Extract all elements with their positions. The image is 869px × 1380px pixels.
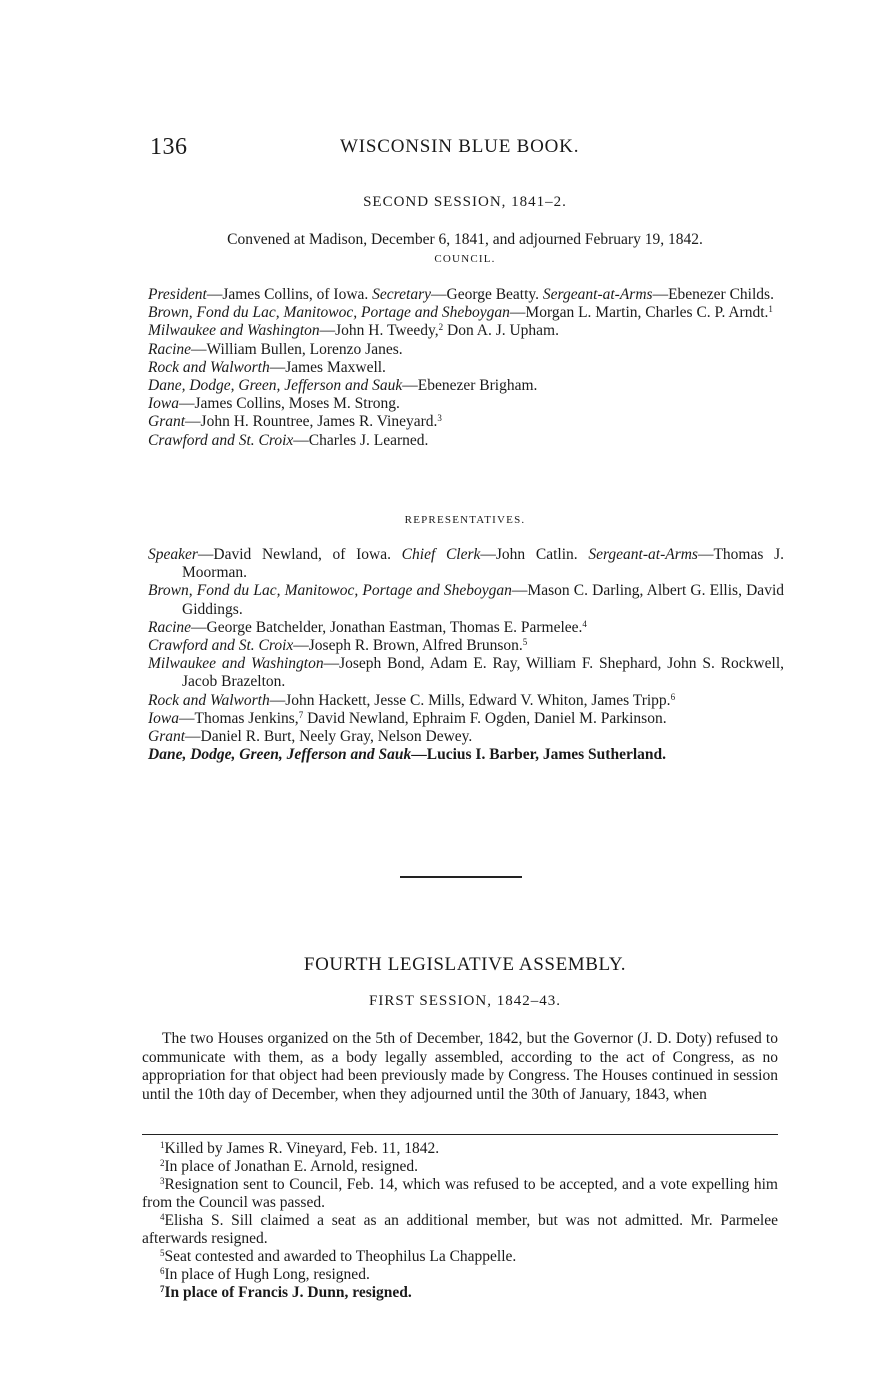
footnote-ref: 7 [298, 709, 304, 720]
roster-entry [148, 637, 784, 655]
office-holder: —George Beatty. [431, 286, 543, 303]
office-label: Sergeant-at-Arms [588, 546, 698, 563]
footnote-ref: 5 [522, 637, 528, 648]
council-roster [148, 286, 784, 450]
district-name: Dane, Dodge, Green, Jefferson and Sauk [148, 746, 412, 764]
footnote-text: In place of Francis J. Dunn, resigned. [164, 1284, 412, 1301]
footnote-ref: 6 [670, 691, 676, 702]
members-list: —Daniel R. Burt, Neely Gray, Nelson Dewey. [185, 728, 473, 746]
members-list: —John H. Tweedy, [319, 322, 439, 340]
members-list: —James Collins, Moses M. Strong. [179, 395, 400, 413]
section-divider [400, 876, 522, 878]
members-list: —Lucius I. Barber, James Sutherland. [411, 746, 667, 764]
members-list: —William Bullen, Lorenzo Janes. [191, 340, 403, 358]
roster-entry [148, 341, 784, 359]
district-name: Brown, Fond du Lac, Manitowoc, Portage and Sheboygan [148, 582, 512, 600]
footnote [142, 1284, 778, 1302]
members-list: —Ebenezer Brigham. [402, 377, 538, 395]
convened-line: Convened at Madison, December 6, 1841, and adjourned February 19, 1842. [227, 231, 703, 248]
members-list: —Charles J. Learned. [293, 431, 429, 449]
representatives-roster [148, 546, 784, 764]
footnote [142, 1248, 778, 1266]
district-name: Rock and Walworth [148, 358, 270, 376]
district-name: Grant [148, 728, 186, 746]
footnote-ref: 1 [768, 304, 773, 315]
office-label: President [148, 286, 207, 303]
footnote [142, 1158, 778, 1176]
second-session-title: SECOND SESSION, 1841–2. [363, 194, 567, 210]
roster-entry [148, 582, 784, 618]
running-title: WISCONSIN BLUE BOOK. [340, 136, 580, 157]
roster-entry [148, 728, 784, 746]
district-name: Milwaukee and Washington [148, 322, 320, 340]
footnote-text: Elisha S. Sill claimed a seat as an additional member, but was not admitted. Mr. Parmelee afterwards resigned. [142, 1212, 778, 1247]
footnote-mark: 4 [160, 1212, 165, 1222]
footnote-mark: 3 [160, 1176, 165, 1186]
footnote-mark: 1 [160, 1140, 165, 1150]
district-name: Racine [148, 340, 192, 358]
members-list: —Thomas Jenkins, [179, 709, 299, 727]
district-name: Iowa [148, 395, 179, 413]
office-holder: —David Newland, of Iowa. [197, 546, 402, 563]
roster-entry [148, 304, 784, 322]
district-name: Milwaukee and Washington [148, 655, 324, 673]
members-list: —Morgan L. Martin, Charles C. P. Arndt. [509, 304, 769, 322]
footnote [142, 1176, 778, 1212]
members-list: —Joseph Bond, Adam E. Ray, William F. Shephard, John S. Rockwell, Jacob Brazelton. [182, 655, 784, 691]
fourth-assembly-title: FOURTH LEGISLATIVE ASSEMBLY. [303, 954, 627, 975]
footnote-mark: 2 [160, 1158, 165, 1168]
footnote-ref: 4 [582, 618, 587, 629]
office-label: Sergeant-at-Arms [542, 286, 653, 303]
footnote-mark: 6 [160, 1266, 165, 1276]
district-name: Brown, Fond du Lac, Manitowoc, Portage and Sheboygan [148, 304, 510, 322]
members-list: —Mason C. Darling, Albert G. Ellis, David Giddings. [182, 582, 784, 618]
office-holder: —Thomas J. Moorman. [182, 546, 785, 582]
roster-entry [148, 432, 784, 450]
footnote-ref: 2 [438, 322, 444, 333]
roster-entry [148, 395, 784, 413]
district-name: Grant [148, 413, 186, 431]
footnote-text: Resignation sent to Council, Feb. 14, which was refused to be accepted, and a vote expelling him from the Council was passed. [142, 1176, 778, 1211]
roster-entry [148, 413, 784, 431]
district-name: Racine [148, 618, 192, 636]
representatives-heading: REPRESENTATIVES. [404, 514, 526, 526]
district-name: Dane, Dodge, Green, Jefferson and Sauk [148, 377, 403, 395]
district-name: Rock and Walworth [148, 691, 270, 709]
office-label: Chief Clerk [401, 546, 481, 563]
footnote-mark: 7 [160, 1284, 165, 1294]
footnote-text: In place of Hugh Long, resigned. [164, 1266, 370, 1283]
assembly-paragraph: The two Houses organized on the 5th of December, 1842, but the Governor (J. D. Doty) refused to communicate with them, as a body legally assembled, according to the act of Congress, as no appropriation for that object had been previously made by Congress. The Houses continued in session until the 10th day of December, when they adjourned until the 30th of January, 1843, when [142, 1030, 778, 1103]
roster-entry [148, 286, 784, 304]
members-list: David Newland, Ephraim F. Ogden, Daniel M. Parkinson. [303, 709, 667, 727]
office-holder: —Ebenezer Childs. [652, 286, 774, 303]
members-list: —John Hackett, Jesse C. Mills, Edward V. Whiton, James Tripp. [269, 691, 671, 709]
footnote-ref: 3 [437, 413, 442, 424]
members-list: Don A. J. Upham. [443, 322, 559, 340]
roster-entry [148, 546, 784, 582]
office-label: Secretary [372, 286, 431, 303]
footnote [142, 1266, 778, 1284]
office-holder: —John Catlin. [480, 546, 589, 563]
footnote-text: In place of Jonathan E. Arnold, resigned. [164, 1158, 419, 1175]
first-session-title: FIRST SESSION, 1842–43. [369, 993, 561, 1009]
members-list: —George Batchelder, Jonathan Eastman, Thomas E. Parmelee. [191, 618, 583, 636]
roster-entry [148, 692, 784, 710]
roster-entry [148, 619, 784, 637]
members-list: —Joseph R. Brown, Alfred Brunson. [293, 637, 523, 655]
footnote [142, 1212, 778, 1248]
district-name: Crawford and St. Croix [148, 637, 294, 655]
footnote-mark: 5 [160, 1248, 165, 1258]
district-name: Crawford and St. Croix [148, 431, 294, 449]
members-list: —James Maxwell. [269, 358, 386, 376]
roster-entry [148, 359, 784, 377]
office-label: Speaker [148, 546, 198, 563]
roster-entry [148, 655, 784, 691]
roster-entry [148, 710, 784, 728]
footnote-text: Killed by James R. Vineyard, Feb. 11, 1842. [164, 1140, 440, 1157]
roster-entry [148, 377, 784, 395]
footnote [142, 1140, 778, 1158]
roster-entry [148, 746, 784, 764]
office-holder: —James Collins, of Iowa. [206, 286, 373, 303]
footnote-divider [142, 1134, 778, 1135]
district-name: Iowa [148, 709, 179, 727]
members-list: —John H. Rountree, James R. Vineyard. [185, 413, 438, 431]
council-heading: COUNCIL. [434, 253, 496, 265]
footnotes [142, 1140, 778, 1302]
page-number: 136 [150, 134, 188, 160]
footnote-text: Seat contested and awarded to Theophilus La Chappelle. [164, 1248, 517, 1265]
page-header [150, 134, 780, 164]
roster-entry [148, 322, 784, 340]
